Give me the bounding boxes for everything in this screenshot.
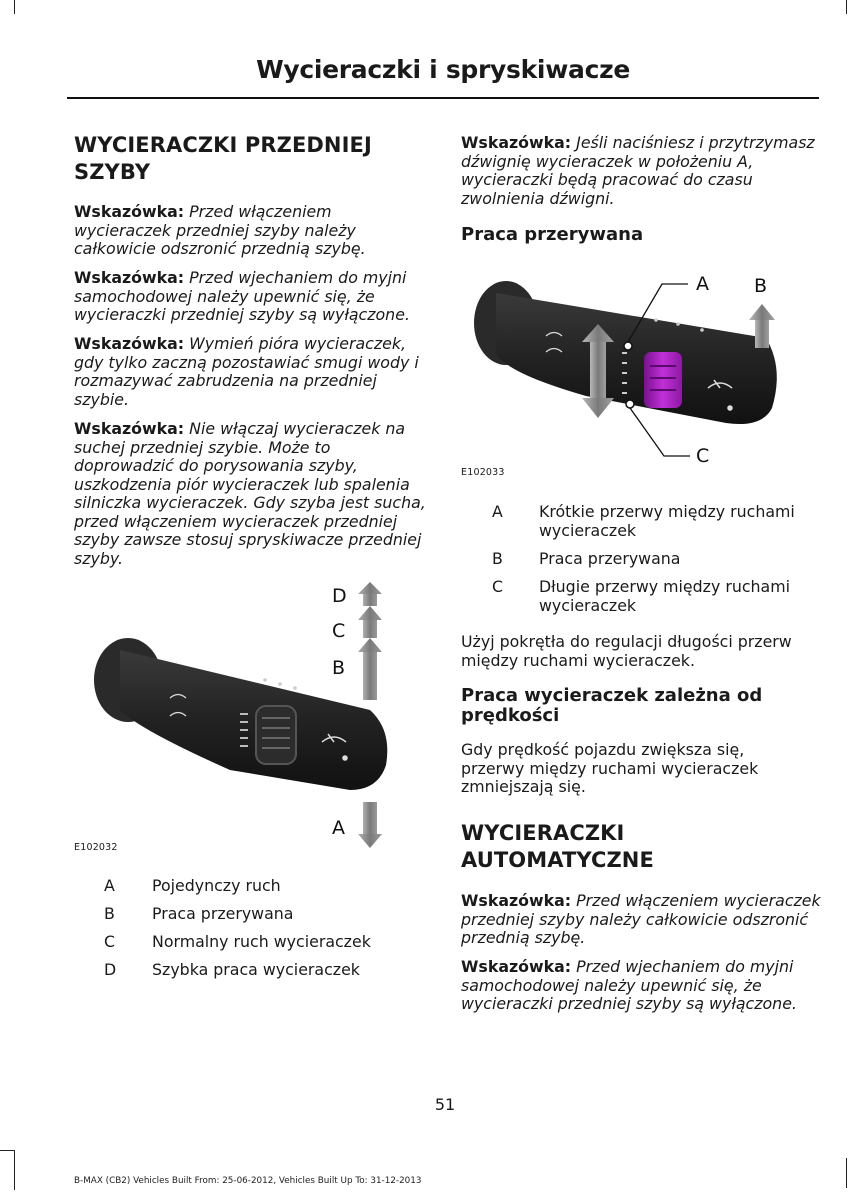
legend-text: Pojedynczy ruch: [152, 876, 281, 895]
wiper-stalk: [496, 293, 777, 424]
note-hold-position-a: [461, 134, 821, 208]
note-text: Przed włączeniem wycieraczek przedniej szyby należy całkowicie odszronić przednią szybę.: [74, 202, 366, 258]
note-label: Wskazówka:: [461, 891, 572, 910]
note-defrost-auto: [461, 892, 821, 948]
note-text: Przed włączeniem wycieraczek przedniej szyby należy całkowicie odszronić przednią szybę.: [461, 891, 821, 947]
callout-line-c: [630, 408, 690, 456]
note-label: Wskazówka:: [74, 334, 185, 353]
legend-text: Krótkie przerwy między ruchami wycieraczek: [539, 502, 795, 540]
legend-text: Praca przerywana: [539, 549, 681, 568]
note-dry-glass: [74, 420, 426, 568]
note-text: Przed wjechaniem do myjni samochodowej należy upewnić się, że wycieraczki przedniej szyby są wyłączone.: [461, 957, 797, 1013]
crop-mark-bottom-right-v: [846, 1158, 847, 1188]
legend-text: Długie przerwy między ruchami wycieraczek: [539, 577, 790, 615]
note-label: Wskazówka:: [74, 202, 185, 221]
note-text: Wymień pióra wycieraczek, gdy tylko zaczną pozostawiać smugi wody i rozmazywać zabrudzenia na przedniej szybie.: [74, 334, 419, 409]
note-label: Wskazówka:: [461, 957, 572, 976]
legend-key: A: [492, 502, 503, 521]
footer-vehicle-info: B-MAX (CB2) Vehicles Built From: 25-06-2012, Vehicles Built Up To: 31-12-2013: [74, 1176, 422, 1186]
crop-mark-top-right: [846, 0, 847, 14]
speed-dependent-text: Gdy prędkość pojazdu zwiększa się, przerwy między ruchami wycieraczek zmniejszają się.: [461, 740, 759, 796]
title-divider: [67, 97, 819, 99]
knob-instruction: Użyj pokrętła do regulacji długości przerw między ruchami wycieraczek.: [461, 632, 792, 670]
figure-label-c: C: [332, 620, 346, 642]
crop-mark-top-left: [14, 0, 15, 14]
note-label: Wskazówka:: [74, 268, 185, 287]
legend-key: B: [492, 549, 503, 568]
page-number: 51: [434, 1095, 456, 1114]
note-text: Nie włączaj wycieraczek na suchej przedniej szybie. Może to doprowadzić do porysowania szyby, uszkodzenia piór wycieraczek lub spalenia silniczka wycieraczek. Gdy szyba jest sucha, przed włączeniem wycieraczek przedniej szyby zawsze stosuj spryskiwacze przedniej szyby.: [74, 419, 426, 568]
crop-mark-bottom-left-v: [14, 1150, 15, 1190]
wiper-stalk-illustration: [80, 580, 420, 855]
interval-knob-highlighted: [644, 352, 682, 408]
figure-label-b: B: [332, 657, 346, 679]
arrow-up-b: [358, 638, 382, 700]
legend-key: C: [492, 577, 504, 596]
figure-label-d: D: [332, 585, 347, 607]
figure-label-a: A: [696, 273, 709, 295]
legend-text: Praca przerywana: [152, 904, 294, 923]
arrow-up-c: [358, 606, 382, 638]
callout-point-a: [624, 342, 632, 350]
legend-key: B: [104, 904, 115, 923]
figure-label-a: A: [332, 817, 345, 839]
section-heading-front-wipers: WYCIERACZKI PRZEDNIEJ SZYBY: [74, 133, 372, 184]
figure-label-c: C: [696, 445, 710, 467]
figure-label-b: B: [754, 275, 768, 297]
page-title: Wycieraczki i spryskiwacze: [256, 55, 630, 84]
callout-point-c: [626, 400, 634, 408]
note-text: Jeśli naciśniesz i przytrzymasz dźwignię wycieraczek w położeniu A, wycieraczki będą pracować do czasu zwolnienia dźwigni.: [461, 133, 815, 208]
subheading-speed-dependent: Praca wycieraczek zależna od prędkości: [461, 685, 763, 726]
legend-key: D: [104, 960, 117, 979]
arrow-up-d: [358, 582, 382, 606]
legend-key: C: [104, 932, 116, 951]
note-replace-blades: [74, 335, 426, 409]
wiper-stalk: [120, 650, 387, 790]
note-label: Wskazówka:: [74, 419, 185, 438]
interval-knob-illustration: [466, 268, 796, 468]
subheading-intermittent: Praca przerywana: [461, 224, 644, 245]
note-defrost: [74, 203, 426, 259]
legend-text: Szybka praca wycieraczek: [152, 960, 360, 979]
figure-code-left: E102032: [74, 842, 118, 853]
crop-mark-bottom-left-h: [0, 1150, 14, 1151]
figure-code-right: E102033: [461, 467, 505, 478]
arrow-down-a: [358, 802, 382, 848]
legend-key: A: [104, 876, 115, 895]
legend-text: Normalny ruch wycieraczek: [152, 932, 371, 951]
note-text: Przed wjechaniem do myjni samochodowej należy upewnić się, że wycieraczki przedniej szyby są wyłączone.: [74, 268, 410, 324]
note-car-wash-auto: [461, 958, 821, 1014]
note-car-wash: [74, 269, 426, 325]
note-label: Wskazówka:: [461, 133, 572, 152]
interval-knob: [256, 706, 296, 764]
section-heading-auto-wipers: WYCIERACZKI AUTOMATYCZNE: [461, 821, 654, 872]
